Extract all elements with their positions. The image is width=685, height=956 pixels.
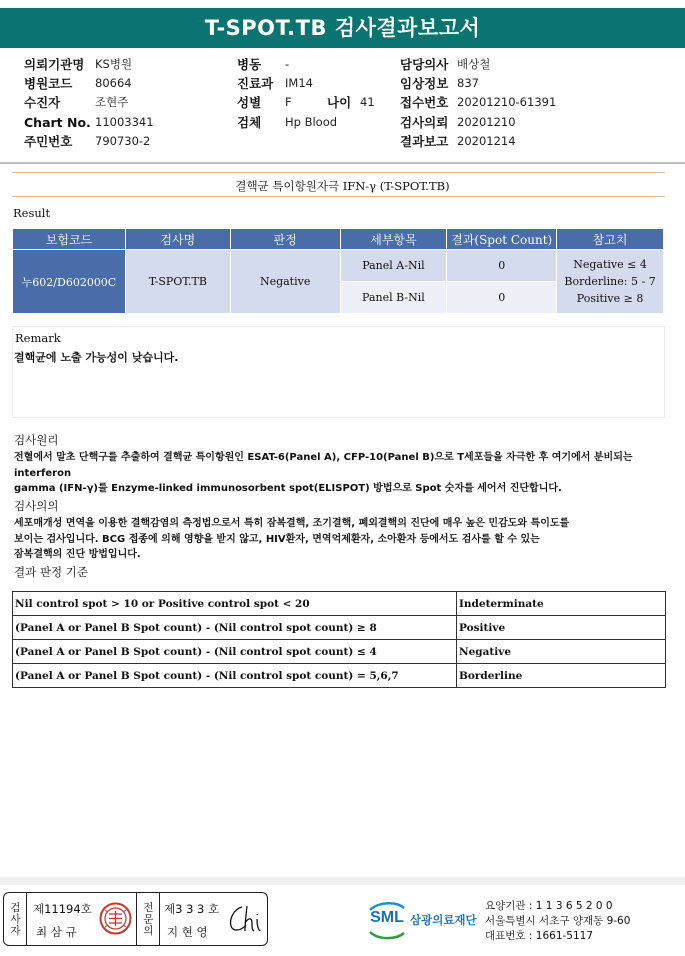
info-value: 20201210 <box>457 114 516 129</box>
signer2-license: 제3 3 3 호 <box>164 902 220 916</box>
table-row <box>13 616 666 640</box>
table-row <box>13 664 666 688</box>
info-label: 접수번호 <box>400 95 449 111</box>
brand-name: 삼광의료재단 <box>410 913 477 927</box>
patient-info-column-1 <box>24 55 154 151</box>
info-row <box>24 74 154 93</box>
report-subtitle: 결핵균 특이항원자극 IFN-γ (T-SPOT.TB) <box>235 179 450 193</box>
column-header: 세부항목 <box>340 229 447 250</box>
contact-info <box>485 899 630 944</box>
reference-line: Borderline: 5 - 7 <box>564 275 656 288</box>
info-label: 임상정보 <box>400 76 449 92</box>
info-value: 837 <box>457 76 479 91</box>
info-row <box>237 55 375 74</box>
criteria-condition: (Panel A or Panel B Spot count) - (Nil control spot count) ≥ 8 <box>13 616 457 640</box>
principle-line: interferon <box>14 467 72 479</box>
info-value: KS병원 <box>95 57 133 72</box>
principle-line: gamma (IFN-γ)를 Enzyme-linked immunosorbent spot(ELISPOT) 방법으로 Spot 숫자를 세어서 진단합니다. <box>14 483 562 494</box>
signer2-name: 지 현 영 <box>167 925 208 939</box>
insurance-code-cell: 누602/D602000C <box>13 250 126 314</box>
criteria-condition: (Panel A or Panel B Spot count) - (Nil control spot count) ≤ 4 <box>13 640 457 664</box>
criteria-result: Positive <box>457 616 666 640</box>
significance-text <box>14 516 674 563</box>
table-row <box>13 592 666 616</box>
info-label: 진료과 <box>237 76 274 92</box>
info-row <box>400 132 556 151</box>
info-row <box>400 55 556 74</box>
signer2-role <box>137 893 159 945</box>
info-label: 검체 <box>237 114 262 130</box>
info-row <box>237 93 375 112</box>
info-value: 20201210-61391 <box>457 95 557 110</box>
info-row <box>24 55 154 74</box>
info-row <box>400 74 556 93</box>
header-divider <box>0 162 685 164</box>
info-label: 성별 <box>237 95 262 111</box>
info-label: 수진자 <box>24 95 61 111</box>
info-value: 80664 <box>95 76 132 91</box>
info-label: 의뢰기관명 <box>24 57 85 73</box>
patient-info-column-3 <box>400 55 556 151</box>
spot-count-cell: 0 <box>447 282 557 314</box>
table-row <box>13 640 666 664</box>
criteria-result: Indeterminate <box>457 592 666 616</box>
table-row <box>13 250 664 282</box>
signer2-role-text: 전문의 <box>142 901 154 937</box>
principle-title: 검사원리 <box>14 433 59 447</box>
column-header: 판정 <box>230 229 340 250</box>
criteria-condition: (Panel A or Panel B Spot count) - (Nil control spot count) = 5,6,7 <box>13 664 457 688</box>
sml-brand-logo <box>366 898 484 942</box>
official-seal-icon <box>99 902 132 935</box>
remark-text: 결핵균에 노출 가능성이 낮습니다. <box>14 351 179 364</box>
info-value: 790730-2 <box>95 133 151 148</box>
column-header: 검사명 <box>125 229 230 250</box>
column-header: 결과(Spot Count) <box>447 229 557 250</box>
principle-text <box>14 450 674 497</box>
info-value: 20201214 <box>457 133 516 148</box>
criteria-title: 결과 판정 기준 <box>14 565 88 579</box>
reference-line: Negative ≤ 4 <box>573 258 647 271</box>
age-value: 41 <box>360 95 375 110</box>
patient-info-column-2 <box>237 55 375 132</box>
info-label: Chart No. <box>24 114 91 130</box>
age-label: 나이 <box>327 95 352 111</box>
criteria-result: Negative <box>457 640 666 664</box>
spot-count-cell: 0 <box>447 250 557 282</box>
info-value: IM14 <box>285 76 313 91</box>
info-value: 배상철 <box>457 57 491 72</box>
result-table <box>12 228 664 314</box>
brand-abbrev: SML <box>370 909 404 926</box>
info-value: F <box>285 95 292 110</box>
remark-box <box>12 326 665 418</box>
result-header-row <box>13 229 664 250</box>
criteria-result: Borderline <box>457 664 666 688</box>
report-title: T-SPOT.TB 검사결과보고서 <box>0 8 685 48</box>
subtitle-top-rule <box>12 172 665 173</box>
handwritten-signature-icon <box>226 901 264 937</box>
contact-line: 서울특별시 서초구 양재동 9-60 <box>485 915 631 927</box>
info-label: 검사의뢰 <box>400 114 449 130</box>
remark-title: Remark <box>15 331 61 345</box>
test-name-cell: T-SPOT.TB <box>125 250 230 314</box>
info-label: 병동 <box>237 57 262 73</box>
criteria-condition: Nil control spot > 10 or Positive control spot < 20 <box>13 592 457 616</box>
info-row <box>24 93 154 112</box>
signer1-name: 최 삼 규 <box>36 925 77 939</box>
info-row <box>237 74 375 93</box>
info-row <box>400 93 556 112</box>
significance-line: 잠복결핵의 진단 방법입니다. <box>14 549 141 560</box>
subtitle-bottom-rule <box>12 196 665 197</box>
column-header: 참고치 <box>557 229 664 250</box>
signature-divider <box>159 893 160 945</box>
info-row <box>24 113 154 132</box>
detail-item-cell: Panel B-Nil <box>340 282 447 314</box>
info-label: 병원코드 <box>24 76 73 92</box>
info-value: Hp Blood <box>285 114 338 129</box>
signer1-role-text: 검사자 <box>9 901 21 937</box>
contact-line: 요양기관 : 1 1 3 6 5 2 0 0 <box>485 900 613 912</box>
criteria-table <box>12 591 666 688</box>
detail-item-cell: Panel A-Nil <box>340 250 447 282</box>
info-row <box>237 113 375 132</box>
reference-line: Positive ≥ 8 <box>576 292 644 305</box>
info-row <box>400 113 556 132</box>
info-value: - <box>285 57 290 72</box>
column-header: 보험코드 <box>13 229 126 250</box>
info-value: 조현주 <box>95 95 129 110</box>
signer1-role <box>4 893 26 945</box>
reference-cell <box>557 250 664 314</box>
contact-line: 대표번호 : 1661-5117 <box>485 930 594 942</box>
info-label: 담당의사 <box>400 57 449 73</box>
principle-line: 전혈에서 말초 단핵구를 추출하여 결핵균 특이항원인 ESAT-6(Panel A), CFP-10(Panel B)으로 T세포들을 자극한 후 여기에서 분비되는 <box>14 452 633 463</box>
significance-line: 세포매개성 면역을 이용한 결핵감염의 측정법으로서 특히 잠복결핵, 조기결핵, 폐외결핵의 진단에 매우 높은 민감도와 특이도를 <box>14 518 570 529</box>
signature-box <box>3 892 268 946</box>
info-row <box>24 132 154 151</box>
info-label: 결과보고 <box>400 133 449 149</box>
result-section-label: Result <box>13 206 51 220</box>
footer-separator <box>0 877 685 885</box>
judgement-cell: Negative <box>230 250 340 314</box>
info-label: 주민번호 <box>24 133 73 149</box>
significance-title: 검사의의 <box>14 499 59 513</box>
significance-line: 보이는 검사입니다. BCG 접종에 의해 영향을 받지 않고, HIV환자, 면역억제환자, 소아환자 등에서도 검사를 할 수 있는 <box>14 533 540 545</box>
info-value: 11003341 <box>95 114 154 129</box>
signature-divider <box>26 893 27 945</box>
signer1-license: 제11194호 <box>33 902 92 916</box>
